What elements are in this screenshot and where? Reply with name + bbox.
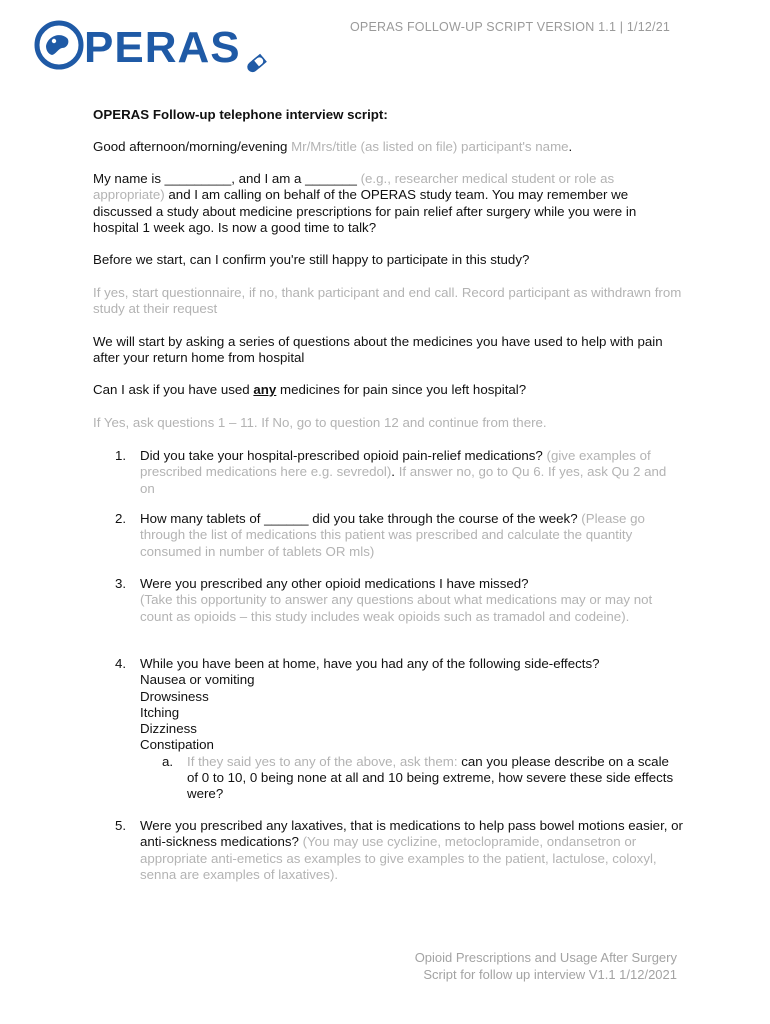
question-3 xyxy=(93,576,683,625)
question-text: How many tablets of ______ did you take through the course of the week? xyxy=(140,511,582,526)
ask-note: If Yes, ask questions 1 – 11. If No, go to question 12 and continue from there. xyxy=(93,415,547,430)
intro-part2: and I am calling on behalf of the OPERAS study team. You may remember we discussed a study about medicine prescriptions for pain relief after surgery while you were in hospital 1 week ago. Is now a good time to talk? xyxy=(93,187,637,235)
side-effect-item: Itching xyxy=(140,704,180,720)
ask-pre: Can I ask if you have used xyxy=(93,382,254,397)
question-number: 2. xyxy=(115,511,127,526)
ask-emphasis: any xyxy=(253,382,277,397)
greeting-paragraph xyxy=(93,139,683,155)
question-text: While you have been at home, have you had any of the following side-effects? xyxy=(140,656,600,671)
question-number: 4. xyxy=(115,656,127,671)
script-title: OPERAS Follow-up telephone interview script: xyxy=(93,107,388,122)
intro-hint: (e.g., researcher medical student or role as appropriate) xyxy=(93,171,615,203)
question-4 xyxy=(93,656,683,803)
operas-logo xyxy=(34,18,274,74)
side-effect-item: Drowsiness xyxy=(140,688,209,704)
side-effect-item: Constipation xyxy=(140,737,214,753)
intro-paragraph xyxy=(93,171,683,236)
sub-question-label: a. xyxy=(162,753,174,769)
logo-text: PERAS xyxy=(84,23,241,72)
question-hint: (You may use cyclizine, metoclopramide, ondansetron or appropriate anti-emetics as examples to give examples to the patient, lactulose, coloxyl, senna are examples of laxatives). xyxy=(140,834,657,882)
confirm-paragraph: Before we start, can I confirm you're still happy to participate in this study? xyxy=(93,252,530,267)
question-5 xyxy=(93,818,683,883)
series-intro-paragraph: We will start by asking a series of questions about the medicines you have used to help with pain after your return home from hospital xyxy=(93,334,663,366)
confirm-note: If yes, start questionnaire, if no, thank participant and end call. Record participant as withdrawn from study at their request xyxy=(93,285,682,317)
question-4a xyxy=(140,754,683,803)
document-version-header: OPERAS FOLLOW-UP SCRIPT VERSION 1.1 | 1/12/21 xyxy=(350,20,670,34)
ask-paragraph xyxy=(93,382,683,398)
question-text: Did you take your hospital-prescribed opioid pain-relief medications? xyxy=(140,448,547,463)
side-effect-item: Dizziness xyxy=(140,721,197,737)
question-number: 3. xyxy=(115,576,127,591)
question-text-2: . xyxy=(391,464,399,480)
page-footer xyxy=(415,950,677,983)
question-2 xyxy=(93,511,683,560)
question-number: 1. xyxy=(115,448,127,463)
side-effects-list xyxy=(140,672,683,753)
greeting-end: . xyxy=(568,139,573,154)
footer-line-1: Opioid Prescriptions and Usage After Surgery xyxy=(414,950,677,965)
greeting-hint: Mr/Mrs/title (as listed on file) participant's name xyxy=(291,139,569,154)
question-hint-2: If answer no, go to Qu 6. If yes, ask Qu 2 and on xyxy=(140,464,667,496)
question-hint: (give examples of prescribed medications here e.g. sevredol) xyxy=(140,448,651,480)
footer-line-2: Script for follow up interview V1.1 1/12/2021 xyxy=(423,966,677,982)
greeting-lead: Good afternoon/morning/evening xyxy=(93,139,292,154)
question-hint: (Please go through the list of medications this patient was prescribed and calculate the quantity consumed in number of tablets OR mls) xyxy=(140,511,645,559)
question-hint: (Take this opportunity to answer any questions about what medications may or may not count as opioids – this study includes weak opioids such as tramadol and codeine). xyxy=(140,592,653,624)
ask-post: medicines for pain since you left hospital? xyxy=(276,382,527,397)
sub-question-text: can you please describe on a scale of 0 to 10, 0 being none at all and 10 being extreme, how severe these side effects were? xyxy=(187,753,674,802)
question-text: Were you prescribed any other opioid medications I have missed? xyxy=(140,576,529,591)
sub-question-hint: If they said yes to any of the above, ask them: xyxy=(187,753,462,769)
question-text: Were you prescribed any laxatives, that is medications to help pass bowel motions easier, or anti-sickness medications? xyxy=(140,818,683,850)
question-1 xyxy=(93,448,683,497)
intro-part1: My name is _________, and I am a _______ xyxy=(93,171,361,186)
question-number: 5. xyxy=(115,818,127,833)
side-effect-item: Nausea or vomiting xyxy=(140,672,255,688)
